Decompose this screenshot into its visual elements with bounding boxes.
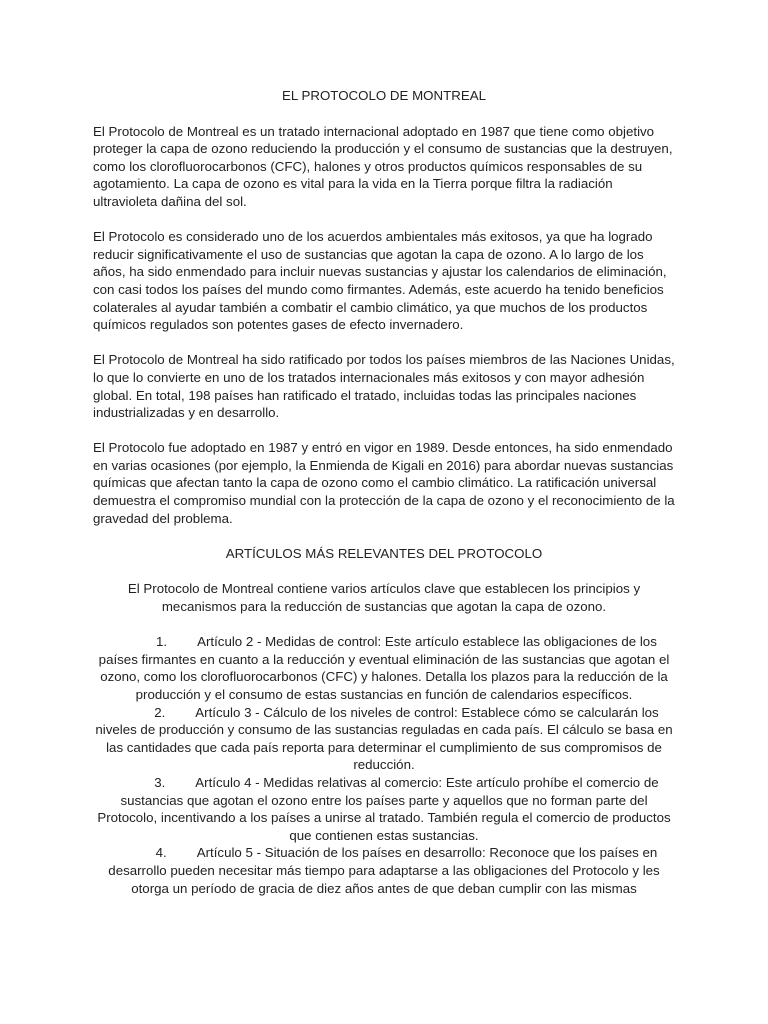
list-item-number: 1. — [156, 634, 168, 650]
section-title: ARTÍCULOS MÁS RELEVANTES DEL PROTOCOLO — [225, 545, 543, 561]
document-content — [93, 79, 675, 897]
document-title: EL PROTOCOLO DE MONTREAL — [282, 88, 486, 103]
list-item-text: Artículo 4 - Medidas relativas al comercio: Este artículo prohíbe el comercio de sustancias que agotan el ozono entre los países parte y aquellos que no forman parte del Protocolo, incentivando a los países a unirse al tratado. También regula el comercio de productos que contienen estas sustancias. — [97, 774, 671, 843]
paragraph-3: El Protocolo de Montreal ha sido ratificado por todos los países miembros de las Naciones Unidas, lo que lo convierte en uno de los tratados internacionales más exitosos y con mayor adhesión global. En total, 198 países han ratificado el tratado, incluidas todas las principales naciones industrializadas y en desarrollo. — [93, 352, 675, 421]
section-intro: El Protocolo de Montreal contiene varios artículos clave que establecen los principios y mecanismos para la reducción de sustancias que agotan la capa de ozono. — [127, 581, 641, 615]
articles-list — [93, 633, 675, 897]
list-item — [93, 633, 675, 703]
list-item-number: 4. — [155, 845, 167, 861]
list-item-number: 3. — [154, 774, 166, 790]
list-item — [93, 704, 675, 774]
list-item-number: 2. — [154, 704, 166, 720]
list-item-text: Artículo 2 - Medidas de control: Este artículo establece las obligaciones de los países firmantes en cuanto a la reducción y eventual eliminación de las sustancias que agotan el ozono, como los clorofluorocarbonos (CFC) y halones. Detalla los plazos para la reducción de la producción y el consumo de estas sustancias en función de calendarios específicos. — [98, 634, 670, 702]
list-item — [93, 844, 675, 897]
list-item-text: Artículo 3 - Cálculo de los niveles de control: Establece cómo se calcularán los niveles de producción y consumo de las sustancias reguladas en cada país. El cálculo se basa en las cantidades que cada país reporta para determinar el cumplimiento de sus compromisos de reducción. — [95, 704, 673, 773]
list-item — [93, 774, 675, 844]
paragraph-4: El Protocolo fue adoptado en 1987 y entró en vigor en 1989. Desde entonces, ha sido enmendado en varias ocasiones (por ejemplo, la Enmienda de Kigali en 2016) para abordar nuevas sustancias químicas que afectan tanto la capa de ozono como el cambio climático. La ratificación universal demuestra el compromiso mundial con la protección de la capa de ozono y el reconocimiento de la gravedad del problema. — [93, 440, 675, 526]
paragraph-1: El Protocolo de Montreal es un tratado internacional adoptado en 1987 que tiene como objetivo proteger la capa de ozono reduciendo la producción y el consumo de sustancias que la destruyen, como los clorofluorocarbonos (CFC), halones y otros productos químicos responsables de su agotamiento. La capa de ozono es vital para la vida en la Tierra porque filtra la radiación ultravioleta dañina del sol. — [93, 123, 673, 209]
paragraph-2: El Protocolo es considerado uno de los acuerdos ambientales más exitosos, ya que ha logrado reducir significativamente el uso de sustancias que agotan la capa de ozono. A lo largo de los años, ha sido enmendado para incluir nuevas sustancias y ajustar los calendarios de eliminación, con casi todos los países del mundo como firmantes. Además, este acuerdo ha tenido beneficios colaterales al ayudar también a combatir el cambio climático, ya que muchos de los productos químicos regulados son potentes gases de efecto invernadero. — [93, 229, 667, 333]
list-item-text: Artículo 5 - Situación de los países en desarrollo: Reconoce que los países en desarrollo pueden necesitar más tiempo para adaptarse a las obligaciones del Protocolo y les otorga un período de gracia de diez años antes de que deban cumplir con las mismas — [108, 845, 660, 896]
